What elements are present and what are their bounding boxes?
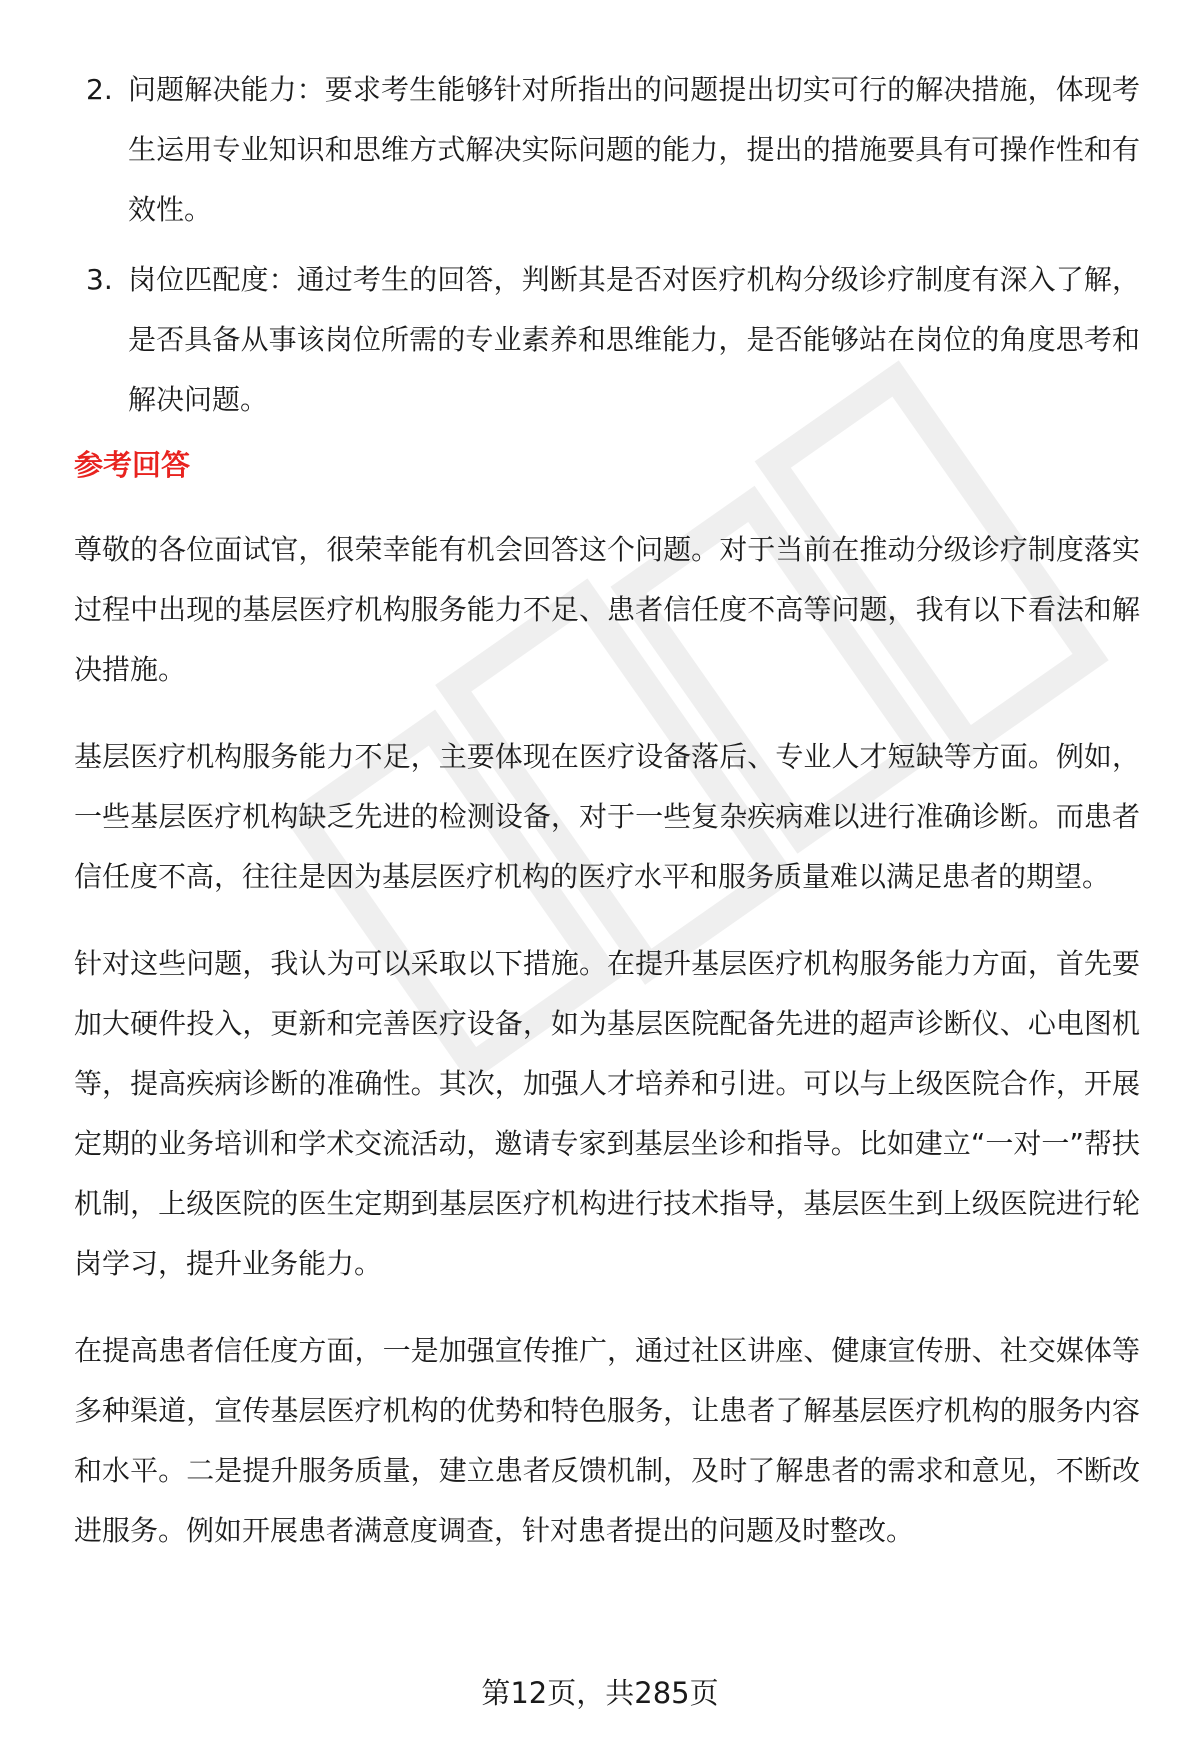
page-number-footer: 第12页，共285页 xyxy=(481,1676,719,1710)
paragraph: 在提高患者信任度方面，一是加强宣传推广，通过社区讲座、健康宣传册、社交媒体等多种渠道，宣传基层医疗机构的优势和特色服务，让患者了解基层医疗机构的服务内容和水平。二是提升服务质量，建立患者反馈机制，及时了解患者的需求和意见，不断改进服务。例如开展患者满意度调查，针对患者提出的问题及时整改。 xyxy=(74,1334,1140,1547)
answer-body xyxy=(74,520,1140,1588)
section-heading: 参考回答 xyxy=(74,448,191,482)
criteria-number: 2. xyxy=(86,73,113,106)
criteria-item xyxy=(80,60,1140,240)
paragraph: 尊敬的各位面试官，很荣幸能有机会回答这个问题。对于当前在推动分级诊疗制度落实过程中出现的基层医疗机构服务能力不足、患者信任度不高等问题，我有以下看法和解决措施。 xyxy=(74,533,1140,686)
criteria-text: 问题解决能力：要求考生能够针对所指出的问题提出切实可行的解决措施，体现考生运用专业知识和思维方式解决实际问题的能力，提出的措施要具有可操作性和有效性。 xyxy=(128,73,1140,226)
criteria-item xyxy=(80,250,1140,430)
paragraph: 针对这些问题，我认为可以采取以下措施。在提升基层医疗机构服务能力方面，首先要加大硬件投入，更新和完善医疗设备，如为基层医院配备先进的超声诊断仪、心电图机等，提高疾病诊断的准确性。其次，加强人才培养和引进。可以与上级医院合作，开展定期的业务培训和学术交流活动，邀请专家到基层坐诊和指导。比如建立“一对一”帮扶机制，上级医院的医生定期到基层医疗机构进行技术指导，基层医生到上级医院进行轮岗学习，提升业务能力。 xyxy=(74,947,1140,1280)
criteria-list xyxy=(80,60,1140,440)
criteria-text: 岗位匹配度：通过考生的回答，判断其是否对医疗机构分级诊疗制度有深入了解，是否具备从事该岗位所需的专业素养和思维能力，是否能够站在岗位的角度思考和解决问题。 xyxy=(128,263,1140,416)
criteria-number: 3. xyxy=(86,263,113,296)
paragraph: 基层医疗机构服务能力不足，主要体现在医疗设备落后、专业人才短缺等方面。例如，一些基层医疗机构缺乏先进的检测设备，对于一些复杂疾病难以进行准确诊断。而患者信任度不高，往往是因为基层医疗机构的医疗水平和服务质量难以满足患者的期望。 xyxy=(74,740,1140,893)
